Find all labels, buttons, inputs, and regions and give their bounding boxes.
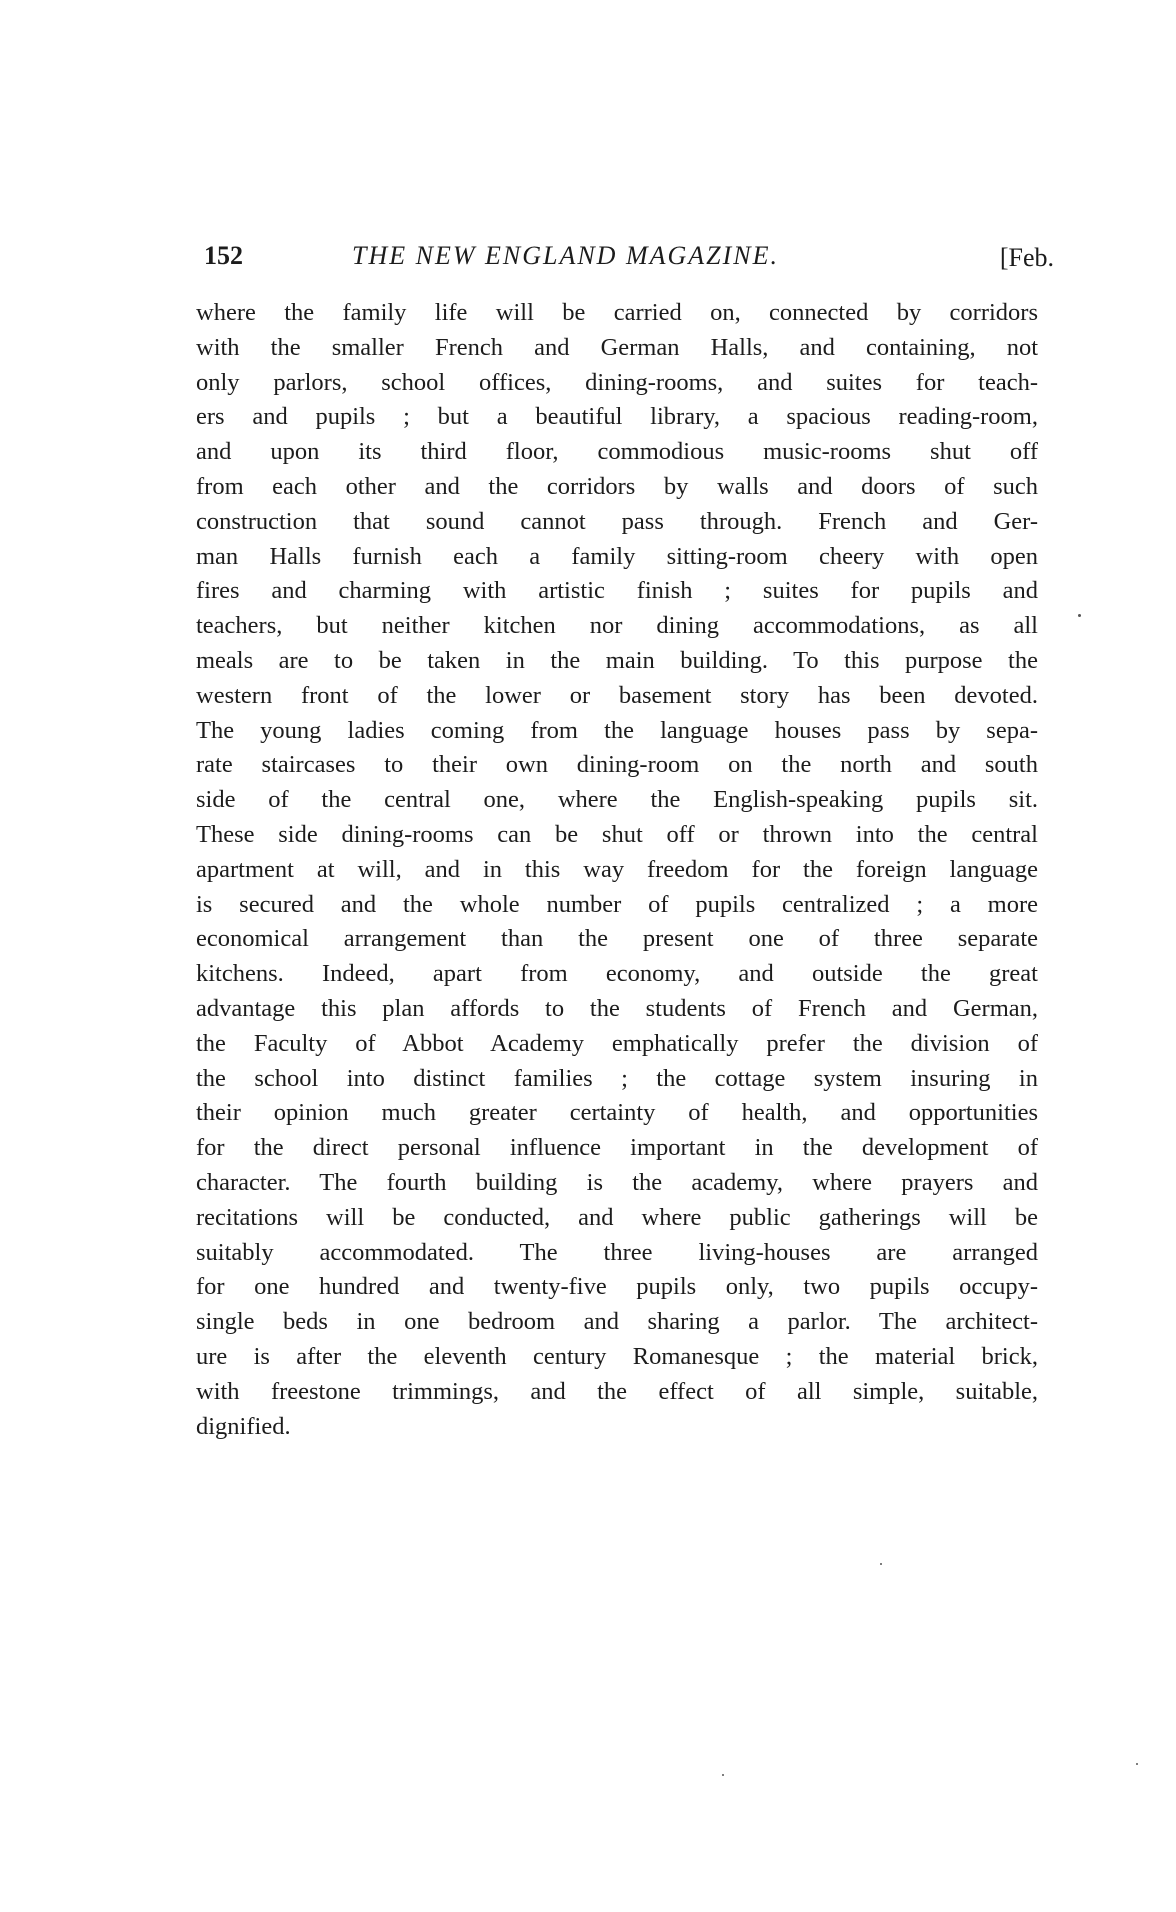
- text-line: meals are to be taken in the main building. To this purpose the: [196, 646, 1038, 674]
- text-line: The young ladies coming from the language houses pass by sepa-: [196, 716, 1038, 744]
- text-line: kitchens. Indeed, apart from economy, and outside the great: [196, 960, 1038, 988]
- text-line: and upon its third floor, commodious music-rooms shut off: [196, 438, 1038, 466]
- text-line: where the family life will be carried on, connected by corridors: [196, 299, 1038, 326]
- print-speck: [1136, 1763, 1138, 1765]
- running-header: [204, 238, 1054, 274]
- text-line: with freestone trimmings, and the effect of all simple, suitable,: [196, 1377, 1038, 1405]
- text-line: teachers, but neither kitchen nor dining accommodations, as all: [196, 612, 1038, 640]
- text-line: side of the central one, where the English-speaking pupils sit.: [196, 786, 1038, 814]
- text-line: construction that sound cannot pass through. French and Ger-: [196, 507, 1038, 535]
- print-speck: [1078, 614, 1081, 617]
- text-line: is secured and the whole number of pupils centralized ; a more: [196, 890, 1038, 918]
- text-line: only parlors, school offices, dining-rooms, and suites for teach-: [196, 368, 1038, 396]
- body-paragraph: [196, 296, 1038, 1444]
- text-line: from each other and the corridors by walls and doors of such: [196, 472, 1038, 500]
- text-line: single beds in one bedroom and sharing a parlor. The architect-: [196, 1308, 1038, 1336]
- text-line: the school into distinct families ; the cottage system insuring in: [196, 1064, 1038, 1092]
- text-line: dignified.: [196, 1412, 291, 1440]
- text-line: for the direct personal influence important in the development of: [196, 1134, 1038, 1162]
- print-speck: [722, 1774, 724, 1776]
- text-line: rate staircases to their own dining-room on the north and south: [196, 751, 1038, 779]
- text-line: economical arrangement than the present one of three separate: [196, 925, 1038, 953]
- text-line: ure is after the eleventh century Romanesque ; the material brick,: [196, 1342, 1038, 1370]
- print-speck: [880, 1563, 882, 1565]
- text-line: recitations will be conducted, and where public gatherings will be: [196, 1203, 1038, 1231]
- running-month: [Feb.: [999, 243, 1054, 272]
- text-line: apartment at will, and in this way freedom for the foreign language: [196, 855, 1038, 883]
- text-line: for one hundred and twenty-five pupils only, two pupils occupy-: [196, 1273, 1038, 1301]
- text-line: with the smaller French and German Halls, and containing, not: [196, 333, 1038, 361]
- text-line: These side dining-rooms can be shut off or thrown into the central: [196, 820, 1038, 848]
- text-line: character. The fourth building is the academy, where prayers and: [196, 1168, 1038, 1196]
- text-line: fires and charming with artistic finish ; suites for pupils and: [196, 577, 1038, 605]
- text-line: man Halls furnish each a family sitting-room cheery with open: [196, 542, 1038, 570]
- text-line: western front of the lower or basement story has been devoted.: [196, 681, 1038, 709]
- text-line: the Faculty of Abbot Academy emphatically prefer the division of: [196, 1029, 1038, 1057]
- page-number: 152: [204, 241, 243, 270]
- text-line: their opinion much greater certainty of health, and opportunities: [196, 1099, 1038, 1127]
- text-line: ers and pupils ; but a beautiful library, a spacious reading-room,: [196, 403, 1038, 431]
- text-line: suitably accommodated. The three living-houses are arranged: [196, 1238, 1038, 1266]
- running-title: THE NEW ENGLAND MAGAZINE.: [352, 241, 779, 270]
- text-line: advantage this plan affords to the students of French and German,: [196, 994, 1038, 1022]
